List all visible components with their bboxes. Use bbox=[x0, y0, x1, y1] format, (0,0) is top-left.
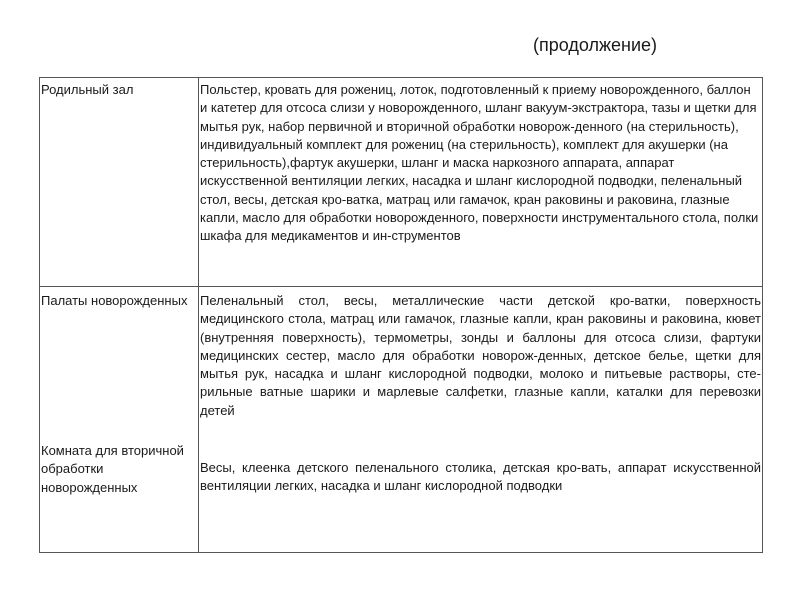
equipment-table bbox=[39, 77, 763, 553]
table-border-bottom bbox=[39, 552, 763, 553]
room-cell-newborn-wards bbox=[39, 290, 199, 310]
table-border-top bbox=[39, 77, 763, 78]
room-label: Родильный зал bbox=[41, 82, 134, 97]
room-label: Палаты новорожденных bbox=[41, 293, 188, 308]
room-cell-delivery bbox=[39, 79, 199, 99]
items-cell-delivery bbox=[198, 79, 763, 246]
room-label: Комната для вторичной обработки новорожденных bbox=[41, 443, 184, 495]
items-text: Польстер, кровать для рожениц, лоток, подготовленный к приему новорожденного, баллон и катетер для отсоса слизи у новорожденного, шланг вакуум-экстрактора, тазы и щетки для мытья рук, набор первичной и вторичной обработки новорож-денного (на стерильность), индивидуальный комплект для рожениц (на стерильность), комплект для акушерки (на стерильность),фартук акушерки, шланг и маска наркозного аппарата, аппарат искусственной вентиляции легких, насадка и шланг кислородной подводки, пеленальный стол, весы, детская кро-ватка, матрац или гамачок, кран раковины и раковина, глазные капли, масло для обработки новорожденного, поверхности инструментального стола, полки шкафа для медикаментов и ин-струментов bbox=[200, 82, 759, 244]
items-text: Пеленальный стол, весы, металлические части детской кро-ватки, поверхность медицинского стола, матрац или гамачок, глазные капли, кран раковины и раковина, кювет (внутренняя поверхность), термометры, зонды и баллоны для отсоса слизи, фартуки медицинских сестер, масло для обработки новорож-денных, детское белье, щетки для мытья рук, насадка и шланг кислородной подводки, молоко и питьевые растворы, сте-рильные ватные шарики и марлевые салфетки, глазные капли, каталки для перевозки детей bbox=[200, 293, 761, 418]
items-cell-newborn-wards bbox=[198, 290, 763, 420]
items-cell-secondary-treatment bbox=[198, 457, 763, 496]
table-row-divider bbox=[39, 286, 763, 287]
room-cell-secondary-treatment bbox=[39, 440, 199, 497]
continuation-label: (продолжение) bbox=[533, 35, 658, 55]
items-text: Весы, клеенка детского пеленального столика, детская кро-вать, аппарат искусственной вентиляции легких, насадка и шланг кислородной подводки bbox=[200, 460, 761, 494]
